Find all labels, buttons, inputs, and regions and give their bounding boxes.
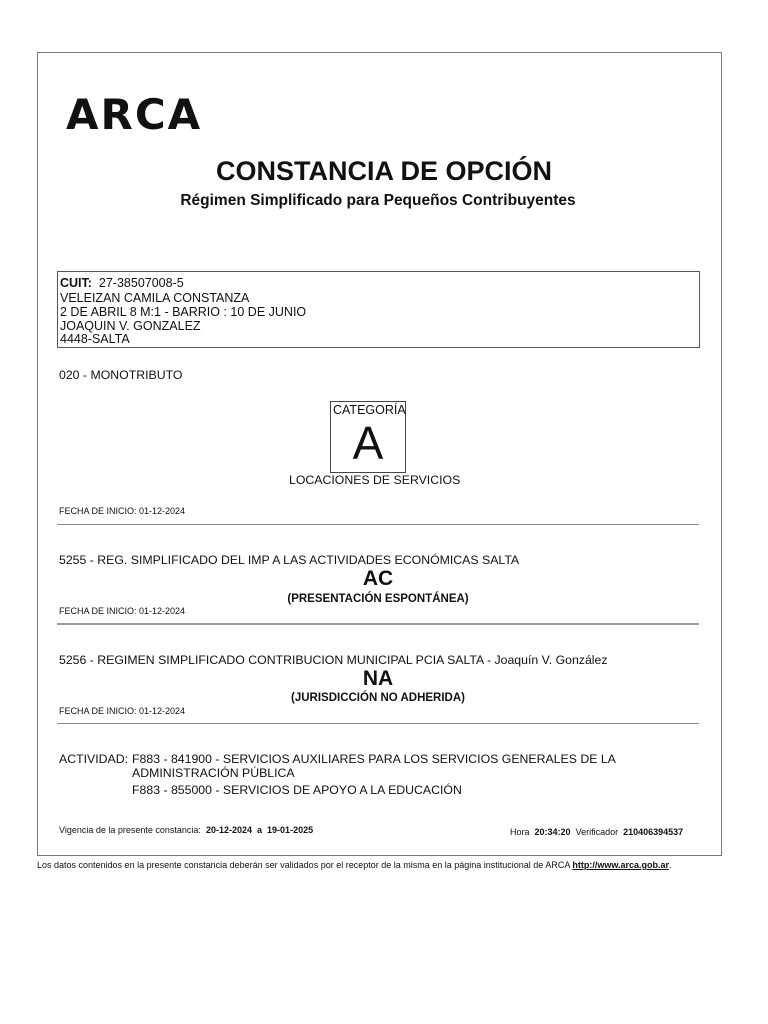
provincial-regime: 5255 - REG. SIMPLIFICADO DEL IMP A LAS ACTIVIDADES ECONÓMICAS SALTA [59, 553, 520, 567]
taxpayer-name: VELEIZAN CAMILA CONSTANZA [60, 291, 250, 305]
arca-website-link[interactable]: http://www.arca.gob.ar [572, 860, 670, 870]
monotributo-regime: 020 - MONOTRIBUTO [59, 368, 183, 382]
time-label: Hora [510, 827, 530, 837]
taxpayer-box [57, 271, 700, 348]
address-line-2: JOAQUIN V. GONZALEZ [60, 319, 201, 333]
municipal-regime: 5256 - REGIMEN SIMPLIFICADO CONTRIBUCION MUNICIPAL PCIA SALTA - Joaquín V. González [59, 653, 608, 667]
activity-item-1-line-2: ADMINISTRACIÓN PÚBLICA [132, 766, 295, 780]
municipal-status: (JURISDICCIÓN NO ADHERIDA) [291, 692, 465, 704]
address-line-3: 4448-SALTA [60, 332, 130, 346]
footer-end: . [669, 860, 672, 870]
validity-line [59, 825, 313, 835]
provincial-code: AC [362, 567, 394, 590]
footer-notice [37, 860, 672, 870]
validity-separator: a [257, 825, 263, 835]
activity-item-2-line-1: F883 - 855000 - SERVICIOS DE APOYO A LA EDUCACIÓN [132, 783, 462, 797]
validity-from: 20-12-2024 [205, 825, 252, 835]
monotributo-start-date: FECHA DE INICIO: 01-12-2024 [59, 506, 186, 516]
activity-item-1-line-1: F883 - 841900 - SERVICIOS AUXILIARES PARA LOS SERVICIOS GENERALES DE LA [132, 752, 616, 766]
divider [57, 623, 699, 625]
validity-to: 19-01-2025 [267, 825, 314, 835]
municipal-code: NA [362, 667, 394, 690]
cuit-label: CUIT: [60, 276, 92, 290]
provincial-start-date: FECHA DE INICIO: 01-12-2024 [59, 606, 186, 616]
footer-text: Los datos contenidos en la presente constancia deberán ser validados por el receptor de la misma en la página institucional de ARCA [37, 860, 570, 870]
verifier-label: Verificador [575, 827, 619, 837]
divider [57, 723, 699, 724]
time-value: 20:34:20 [534, 827, 571, 837]
activity-label: ACTIVIDAD: [59, 752, 129, 766]
category-type: LOCACIONES DE SERVICIOS [289, 473, 461, 487]
provincial-status: (PRESENTACIÓN ESPONTÁNEA) [287, 593, 469, 605]
document-subtitle: Régimen Simplificado para Pequeños Contribuyentes [180, 192, 576, 209]
category-letter: A [352, 417, 384, 469]
address-line-1: 2 DE ABRIL 8 M:1 - BARRIO : 10 DE JUNIO [60, 305, 307, 319]
category-box [330, 401, 406, 473]
document-title: CONSTANCIA DE OPCIÓN [215, 156, 552, 186]
category-label: CATEGORÍA [333, 403, 406, 417]
municipal-start-date: FECHA DE INICIO: 01-12-2024 [59, 706, 186, 716]
validity-label: Vigencia de la presente constancia: [59, 825, 201, 835]
arca-logo: ARCA [66, 90, 203, 139]
verifier-value: 210406394537 [623, 827, 684, 837]
divider [57, 524, 699, 525]
verification-line [510, 827, 683, 837]
cuit-line [60, 276, 184, 290]
cuit-value: 27-38507008-5 [98, 276, 184, 290]
